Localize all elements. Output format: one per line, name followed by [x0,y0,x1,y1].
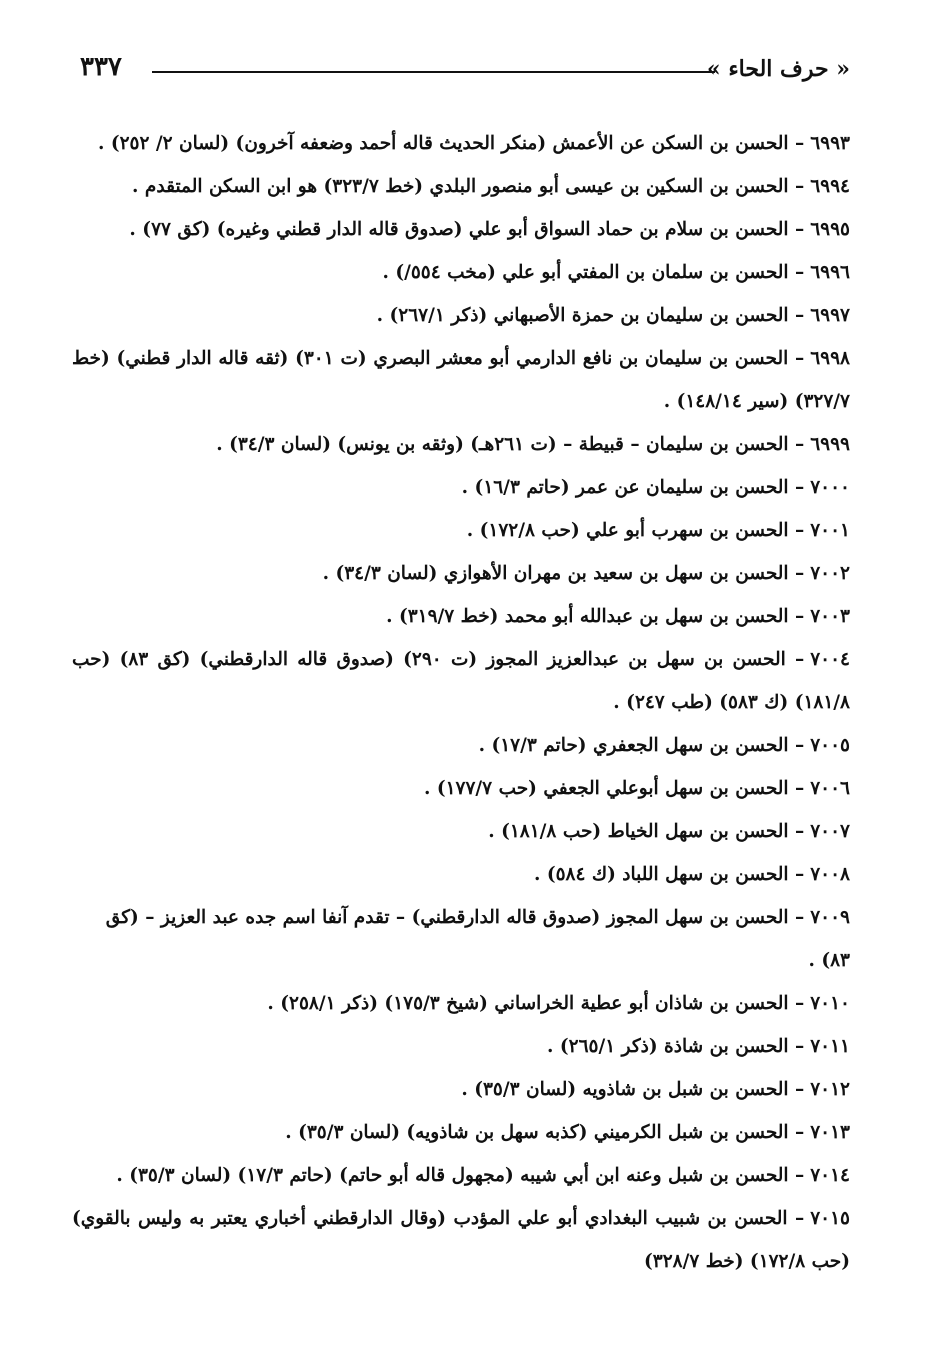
entry-number: ٧٠١٠ [810,993,850,1014]
list-item [72,1111,850,1154]
entry-number: ٦٩٩٨ [810,348,850,369]
entry-text: – الحسن بن سهل بن عبدالله أبو محمد (خط ٣١٩/٧) . [386,606,805,627]
entry-number: ٧٠٠١ [810,520,850,541]
entry-text: – الحسن بن سليمان بن حمزة الأصبهاني (ذكر ٢٦٧/١) . [376,305,805,326]
entry-text: – الحسن بن شاذان أبو عطية الخراساني (شيخ ١٧٥/٣) (ذكر ٢٥٨/١) . [267,993,805,1014]
list-item [72,294,850,337]
entry-number: ٦٩٩٩ [810,434,850,455]
list-item [72,122,850,165]
entry-number: ٧٠٠٣ [810,606,850,627]
list-item [72,896,850,982]
list-item [72,853,850,896]
entry-text: – الحسن بن سلام بن حماد السواق أبو علي (صدوق قاله الدار قطني وغيره) (كق ٧٧) . [129,219,805,240]
list-item [72,595,850,638]
entry-text: – الحسن بن شبل وعنه ابن أبي شيبه (مجهول قاله أبو حاتم) (حاتم ١٧/٣) (لسان ٣٥/٣) . [116,1165,805,1186]
entry-number: ٧٠٠٢ [810,563,850,584]
entry-text: – الحسن بن سهل اللباد (ك ٥٨٤) . [533,864,805,885]
entry-number: ٧٠٠٦ [810,778,850,799]
entry-number: ٧٠١٤ [810,1165,850,1186]
entry-number: ٧٠٠٠ [810,477,850,498]
page-header [80,50,850,90]
entry-text: – الحسن بن سهل بن عبدالعزيز المجوز (ت ٢٩٠) (صدوق قاله الدارقطني) (كق ٨٣) (حب ١٨١/٨) (ك ٥٨٣) (طب ٢٤٧) . [72,649,850,713]
entry-number: ٧٠٠٤ [810,649,850,670]
list-item [72,638,850,724]
entry-text: – الحسن بن سليمان بن نافع الدارمي أبو معشر البصري (ت ٣٠١) (ثقه قاله الدار قطني) (خط ٣٢٧/٧) (سير ١٤٨/١٤) . [72,348,850,412]
entry-text: – الحسن بن سليمان عن عمر (حاتم ١٦/٣) . [461,477,805,498]
entry-text: – الحسن بن السكين بن عيسى أبو منصور البلدي (خط ٣٢٣/٧) هو ابن السكن المتقدم . [132,176,805,197]
entry-text: – الحسن بن سلمان بن المفتي أبو علي (مخب ٥٥٤/) . [382,262,805,283]
entry-text: – الحسن بن سهل أبوعلي الجعفي (حب ١٧٧/٧) . [423,778,805,799]
entry-number: ٧٠٠٥ [810,735,850,756]
entry-text: – الحسن بن سهل الخياط (حب ١٨١/٨) . [488,821,805,842]
entry-text: – الحسن بن شبل الكرميني (كذبه سهل بن شاذويه) (لسان ٣٥/٣) . [285,1122,805,1143]
entry-number: ٦٩٩٣ [810,133,850,154]
list-item [72,165,850,208]
list-item [72,1154,850,1197]
list-item [72,423,850,466]
entry-number: ٦٩٩٧ [810,305,850,326]
entry-number: ٧٠١٢ [810,1079,850,1100]
entry-number: ٧٠١٣ [810,1122,850,1143]
entry-number: ٧٠٠٧ [810,821,850,842]
entry-text: – الحسن بن شبل بن شاذويه (لسان ٣٥/٣) . [461,1079,805,1100]
list-item [72,810,850,853]
entry-text: – الحسن بن سهل المجوز (صدوق قاله الدارقطني) – تقدم آنفا اسم جده عبد العزيز – (كق ٨٣) . [105,907,850,971]
chapter-title: « حرف الحاء » [706,56,850,82]
list-item [72,552,850,595]
list-item [72,767,850,810]
entry-text: – الحسن بن شبيب البغدادي أبو علي المؤدب (وقال الدارقطني أخباري يعتبر به وليس بالقوي) (حب ١٧٢/٨) (خط ٣٢٨/٧) [72,1208,850,1272]
entry-text: – الحسن بن سهرب أبو علي (حب ١٧٢/٨) . [466,520,805,541]
entry-text: – الحسن بن السكن عن الأعمش (منكر الحديث قاله أحمد وضعفه آخرون) (لسان ٢/ ٢٥٢) . [97,133,805,154]
list-item [72,1068,850,1111]
header-rule [152,71,715,73]
entry-number: ٦٩٩٦ [810,262,850,283]
entry-text: – الحسن بن سهل بن سعيد بن مهران الأهوازي (لسان ٣٤/٣) . [322,563,805,584]
page-number: ٣٣٧ [80,52,122,82]
list-item [72,1197,850,1283]
entry-number: ٧٠١١ [810,1036,850,1057]
entry-text: – الحسن بن سليمان – قبيطة – (ت ٢٦١هـ) (وثقه بن يونس) (لسان ٣٤/٣) . [216,434,805,455]
entry-number: ٧٠١٥ [810,1208,850,1229]
list-item [72,982,850,1025]
list-item [72,509,850,552]
entry-number: ٧٠٠٩ [810,907,850,928]
entry-number: ٦٩٩٤ [810,176,850,197]
list-item [72,208,850,251]
list-item [72,724,850,767]
list-item [72,466,850,509]
entry-text: – الحسن بن شاذة (ذكر ٢٦٥/١) . [547,1036,805,1057]
entry-number: ٧٠٠٨ [810,864,850,885]
list-item [72,1025,850,1068]
entry-list [72,122,850,1283]
list-item [72,251,850,294]
list-item [72,337,850,423]
entry-text: – الحسن بن سهل الجعفري (حاتم ١٧/٣) . [478,735,805,756]
entry-number: ٦٩٩٥ [810,219,850,240]
